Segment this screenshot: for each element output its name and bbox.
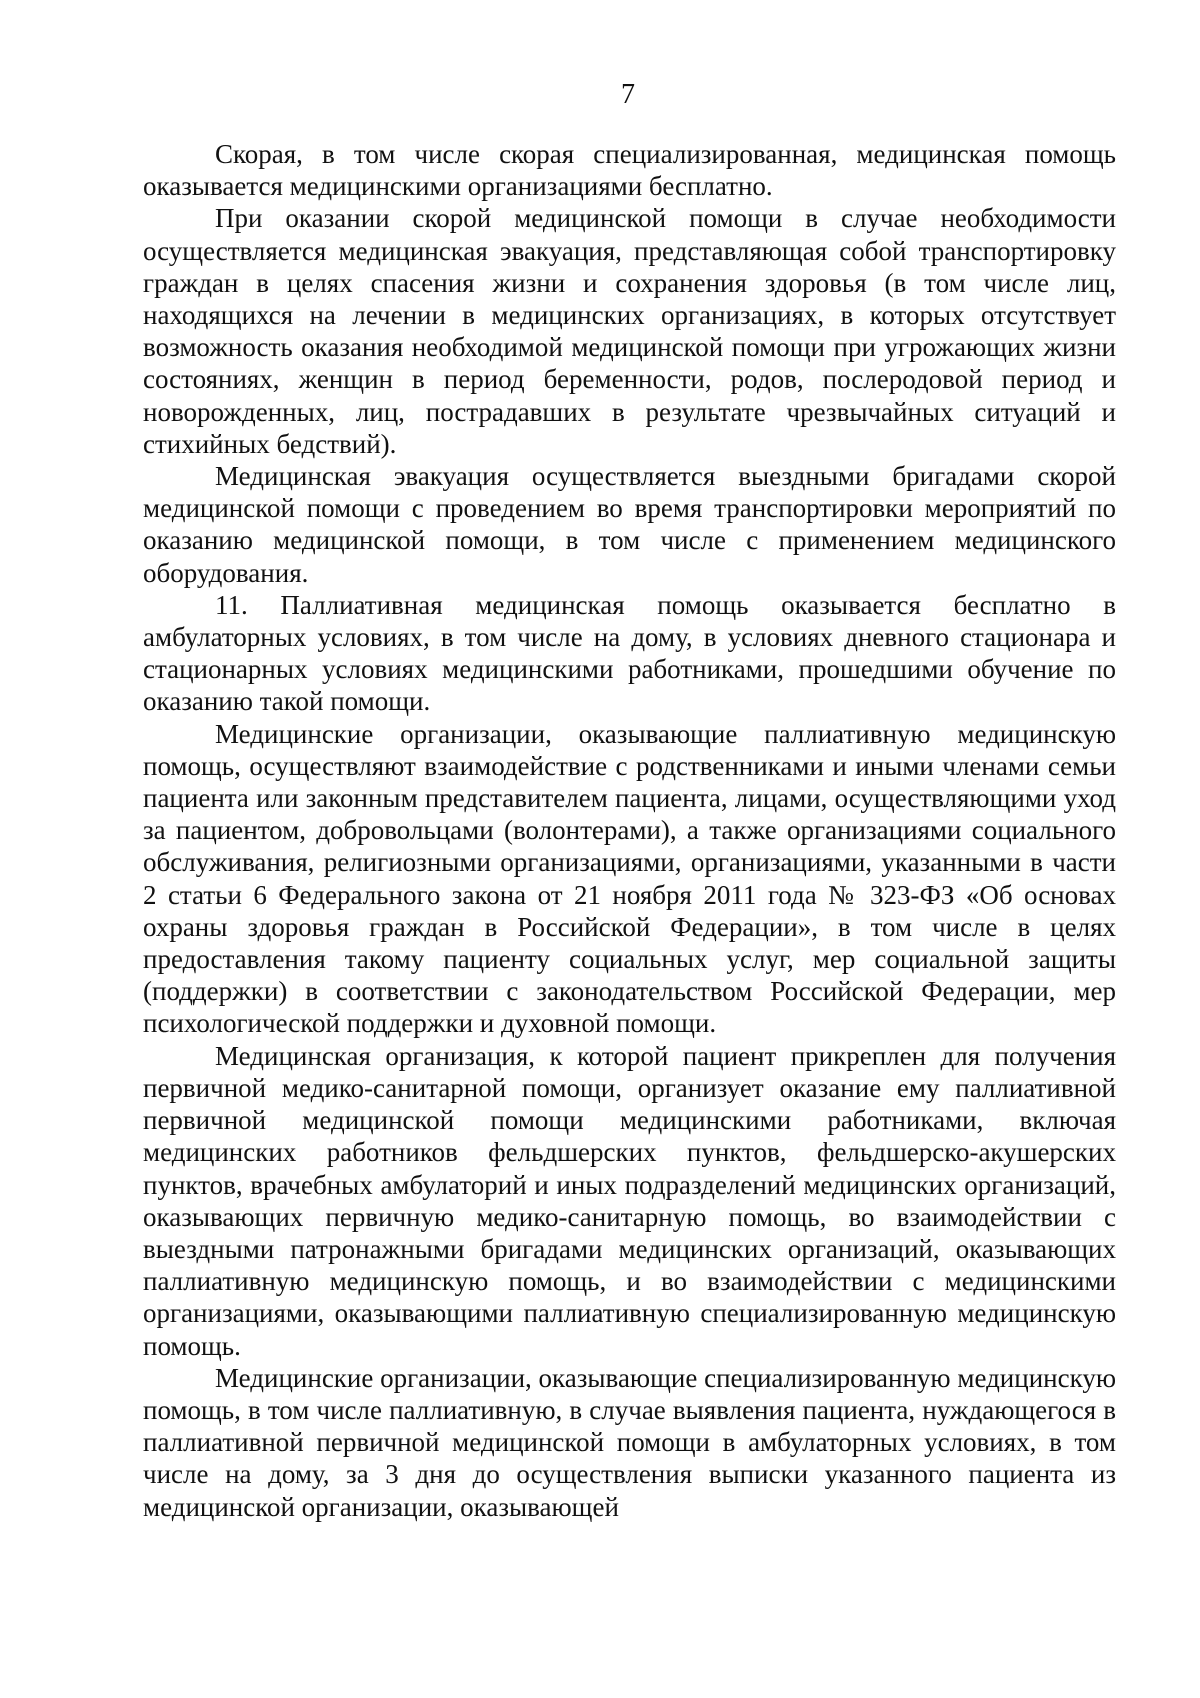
document-body [143, 138, 1116, 1523]
paragraph: 11. Паллиативная медицинская помощь оказывается бесплатно в амбулаторных условиях, в том числе на дому, в условиях дневного стационара и стационарных условиях медицинскими работниками, прошедшими обучение по оказанию такой помощи. [143, 589, 1116, 717]
page-number: 7 [621, 79, 635, 110]
paragraph: Медицинские организации, оказывающие паллиативную медицинскую помощь, осуществляют взаимодействие с родственниками и иными членами семьи пациента или законным представителем пациента, лицами, осуществляющими уход за пациентом, добровольцами (волонтерами), а также организациями социального обслуживания, религиозными организациями, организациями, указанными в части 2 статьи 6 Федерального закона от 21 ноября 2011 года № 323-ФЗ «Об основах охраны здоровья граждан в Российской Федерации», в том числе в целях предоставления такому пациенту социальных услуг, мер социальной защиты (поддержки) в соответствии с законодательством Российской Федерации, мер психологической поддержки и духовной помощи. [143, 718, 1116, 1039]
paragraph: Медицинская организация, к которой пациент прикреплен для получения первичной медико-санитарной помощи, организует оказание ему паллиативной первичной медицинской помощи медицинскими работниками, включая медицинских работников фельдшерских пунктов, фельдшерско-акушерских пунктов, врачебных амбулаторий и иных подразделений медицинских организаций, оказывающих первичную медико-санитарную помощь, во взаимодействии с выездными патронажными бригадами медицинских организаций, оказывающих паллиативную медицинскую помощь, и во взаимодействии с медицинскими организациями, оказывающими паллиативную специализированную медицинскую помощь. [143, 1040, 1116, 1361]
paragraph: Медицинская эвакуация осуществляется выездными бригадами скорой медицинской помощи с проведением во время транспортировки мероприятий по оказанию медицинской помощи, в том числе с применением медицинского оборудования. [143, 461, 1116, 588]
paragraph: Скорая, в том числе скорая специализированная, медицинская помощь оказывается медицинскими организациями бесплатно. [143, 139, 1116, 202]
paragraph: Медицинские организации, оказывающие специализированную медицинскую помощь, в том числе паллиативную, в случае выявления пациента, нуждающегося в паллиативной первичной медицинской помощи в амбулаторных условиях, в том числе на дому, за 3 дня до осуществления выписки указанного пациента из медицинской организации, оказывающей [143, 1362, 1116, 1522]
paragraph: При оказании скорой медицинской помощи в случае необходимости осуществляется медицинская эвакуация, представляющая собой транспортировку граждан в целях спасения жизни и сохранения здоровья (в том числе лиц, находящихся на лечении в медицинских организациях, в которых отсутствует возможность оказания необходимой медицинской помощи при угрожающих жизни состояниях, женщин в период беременности, родов, послеродовой период и новорожденных, лиц, пострадавших в результате чрезвычайных ситуаций и стихийных бедствий). [143, 203, 1116, 459]
